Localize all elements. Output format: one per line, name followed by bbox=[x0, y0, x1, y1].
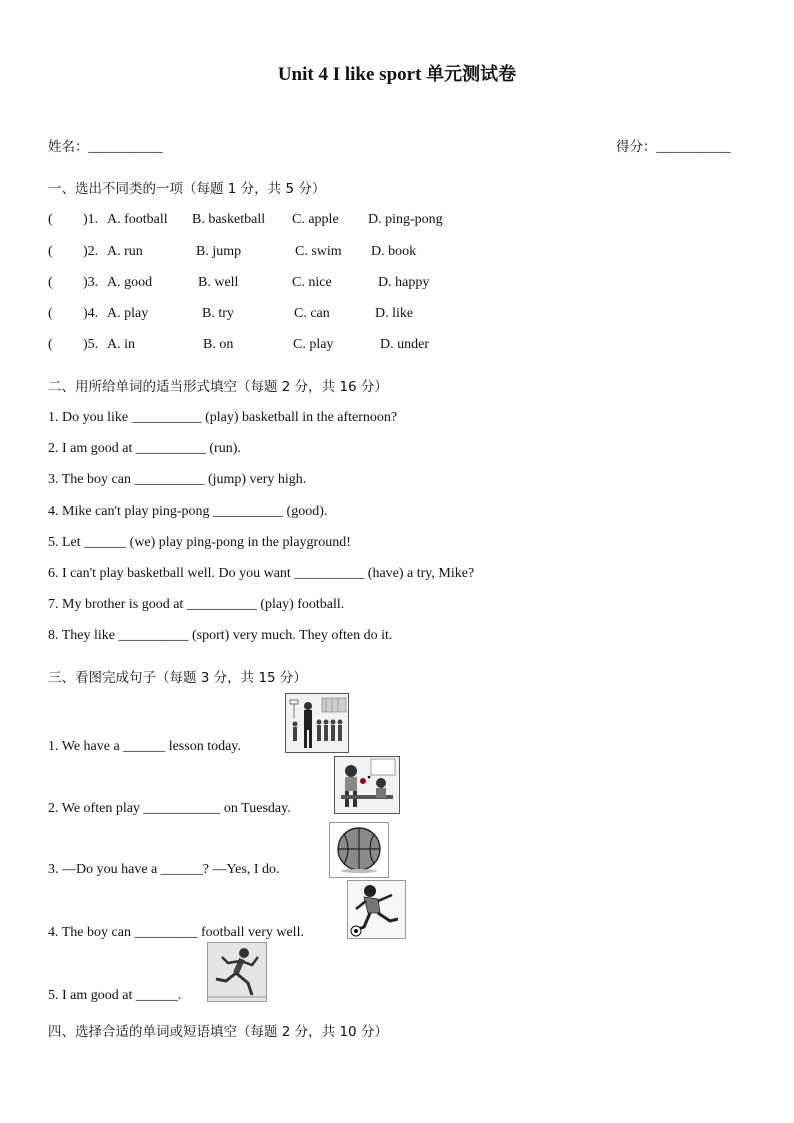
section2-item-2[interactable]: 2. I am good at __________ (run). bbox=[48, 441, 241, 456]
item-number: )3. bbox=[83, 275, 99, 290]
section2-item-1[interactable]: 1. Do you like __________ (play) basketball in the afternoon? bbox=[48, 410, 398, 425]
name-label: 姓名： bbox=[48, 139, 89, 155]
section1-heading: 一、选出不同类的一项（每题 1 分，共 5 分） bbox=[48, 181, 326, 197]
section2-item-5[interactable]: 5. Let ______ (we) play ping-pong in the playground! bbox=[48, 535, 351, 550]
score-field[interactable] bbox=[616, 135, 731, 155]
option-a: A. good bbox=[107, 275, 153, 290]
answer-paren[interactable]: ( bbox=[48, 212, 53, 227]
option-b: B. jump bbox=[196, 244, 242, 259]
option-a: A. play bbox=[107, 306, 149, 321]
option-d: D. like bbox=[375, 306, 414, 321]
option-b: B. on bbox=[203, 337, 234, 352]
section4-heading: 四、选择合适的单词或短语填空（每题 2 分，共 10 分） bbox=[48, 1024, 388, 1040]
score-label: 得分： bbox=[616, 139, 657, 155]
section2-item-7[interactable]: 7. My brother is good at __________ (play) football. bbox=[48, 597, 345, 612]
option-b: B. basketball bbox=[192, 212, 266, 227]
item-number: )1. bbox=[83, 212, 99, 227]
football-icon bbox=[348, 881, 405, 938]
score-blank[interactable]: ___________ bbox=[656, 139, 731, 154]
basketball-picture bbox=[329, 822, 389, 878]
title-cn: 单元测试卷 bbox=[426, 64, 517, 85]
football-picture bbox=[347, 880, 406, 939]
option-a: A. football bbox=[107, 212, 168, 227]
name-blank[interactable]: ___________ bbox=[88, 139, 163, 154]
option-d: D. happy bbox=[378, 275, 430, 290]
running-icon bbox=[208, 943, 266, 1001]
item-number: )4. bbox=[83, 306, 99, 321]
section2-heading: 二、用所给单词的适当形式填空（每题 2 分，共 16 分） bbox=[48, 379, 388, 395]
ping-pong-icon bbox=[335, 757, 399, 813]
option-c: C. can bbox=[294, 306, 330, 321]
option-d: D. under bbox=[380, 337, 429, 352]
section3-item-3[interactable]: 3. —Do you have a ______? —Yes, I do. bbox=[48, 862, 280, 877]
pe-lesson-icon bbox=[286, 694, 348, 752]
option-b: B. try bbox=[202, 306, 234, 321]
answer-paren[interactable]: ( bbox=[48, 275, 53, 290]
section3-item-2[interactable]: 2. We often play ___________ on Tuesday. bbox=[48, 801, 291, 816]
option-d: D. ping-pong bbox=[368, 212, 443, 227]
section3-item-4[interactable]: 4. The boy can _________ football very well. bbox=[48, 925, 304, 940]
answer-paren[interactable]: ( bbox=[48, 244, 53, 259]
option-c: C. play bbox=[293, 337, 334, 352]
section3-item-5[interactable]: 5. I am good at ______. bbox=[48, 988, 182, 1003]
section3-item-1[interactable]: 1. We have a ______ lesson today. bbox=[48, 739, 241, 754]
item-number: )5. bbox=[83, 337, 99, 352]
section3-heading: 三、看图完成句子（每题 3 分，共 15 分） bbox=[48, 670, 307, 686]
option-a: A. in bbox=[107, 337, 135, 352]
section2-item-4[interactable]: 4. Mike can't play ping-pong __________ (good). bbox=[48, 504, 328, 519]
option-c: C. swim bbox=[295, 244, 342, 259]
pe-lesson-picture bbox=[285, 693, 349, 753]
option-c: C. nice bbox=[292, 275, 332, 290]
answer-paren[interactable]: ( bbox=[48, 306, 53, 321]
name-field[interactable] bbox=[48, 135, 163, 155]
section2-item-6[interactable]: 6. I can't play basketball well. Do you want __________ (have) a try, Mike? bbox=[48, 566, 475, 581]
answer-paren[interactable]: ( bbox=[48, 337, 53, 352]
basketball-icon bbox=[330, 823, 388, 877]
item-number: )2. bbox=[83, 244, 99, 259]
section2-item-8[interactable]: 8. They like __________ (sport) very much. They often do it. bbox=[48, 628, 393, 643]
title-en: Unit 4 I like sport bbox=[277, 64, 422, 85]
running-picture bbox=[207, 942, 267, 1002]
section2-item-3[interactable]: 3. The boy can __________ (jump) very high. bbox=[48, 472, 307, 487]
option-d: D. book bbox=[371, 244, 417, 259]
option-b: B. well bbox=[198, 275, 239, 290]
page-title bbox=[0, 60, 794, 86]
option-a: A. run bbox=[107, 244, 143, 259]
ping-pong-picture bbox=[334, 756, 400, 814]
option-c: C. apple bbox=[292, 212, 339, 227]
